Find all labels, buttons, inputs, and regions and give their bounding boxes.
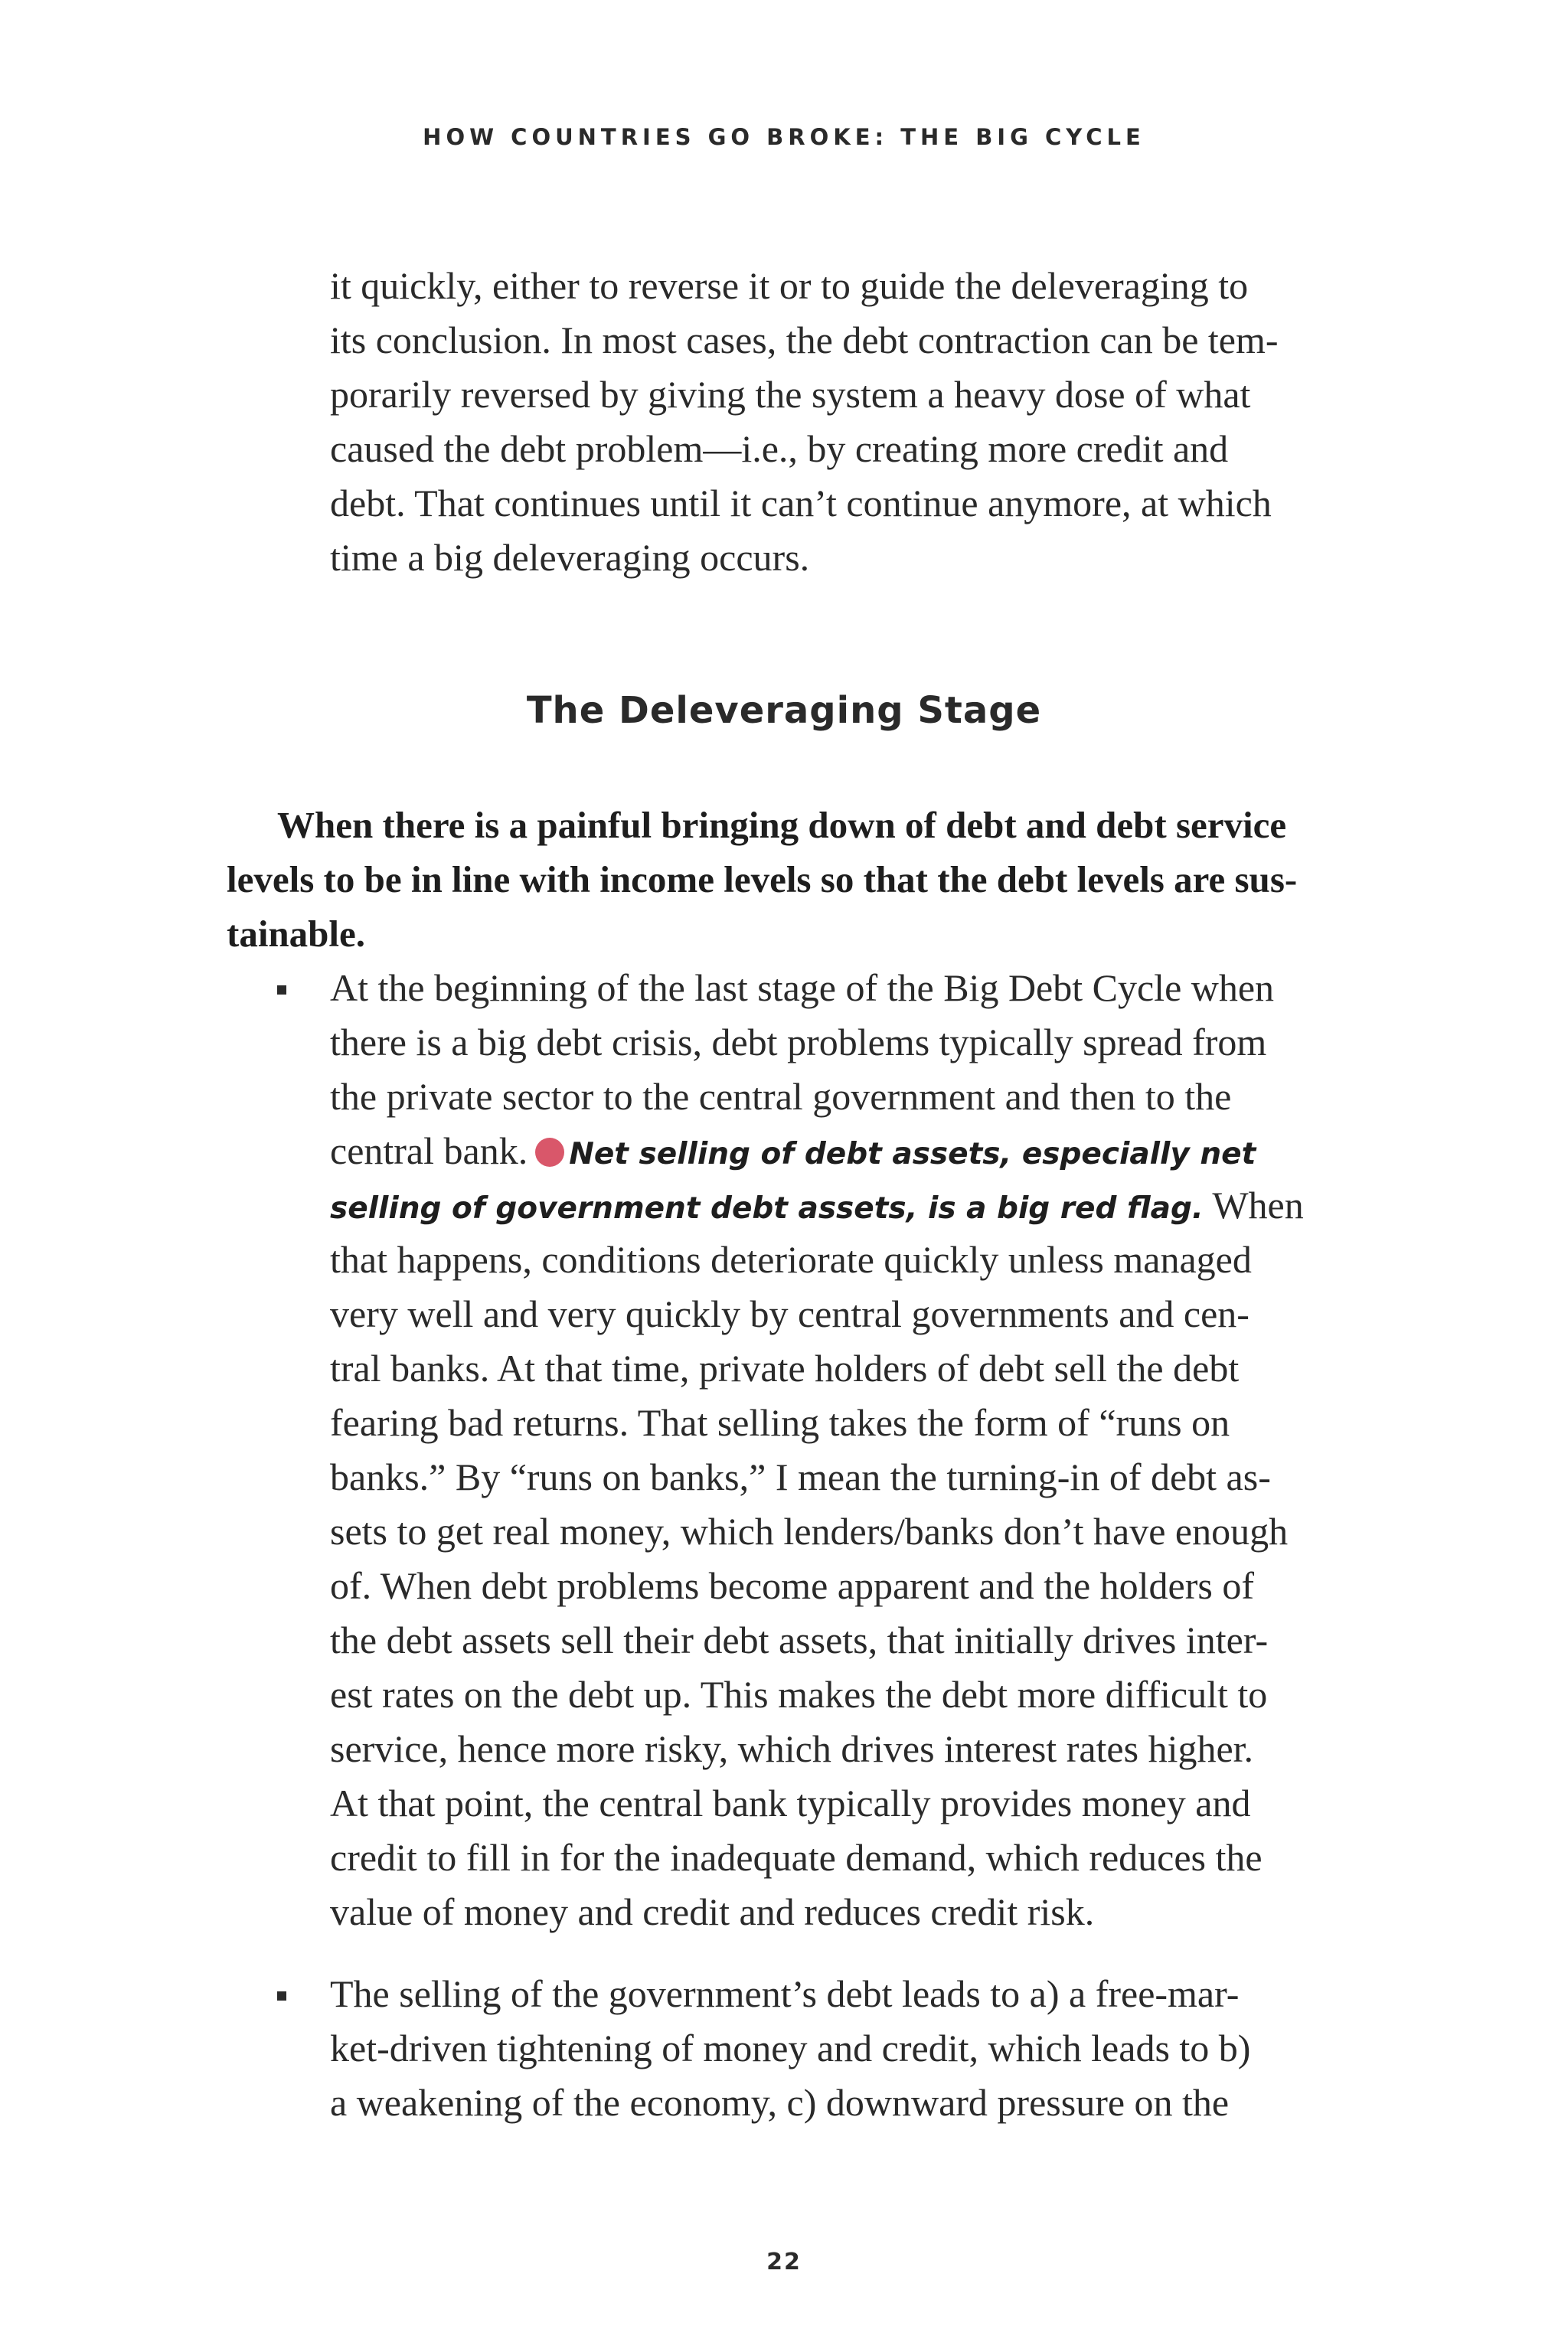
text-line: the private sector to the central government and then to the — [330, 1075, 1232, 1118]
text-line: At the beginning of the last stage of the Big Debt Cycle when — [330, 966, 1275, 1009]
text-line: it quickly, either to reverse it or to guide the deleveraging to — [330, 264, 1249, 307]
red-flag-text: selling of government debt assets, is a big red flag. — [330, 1191, 1204, 1226]
text-line: banks.” By “runs on banks,” I mean the turning-in of debt as- — [330, 1455, 1271, 1498]
text-line: debt. That continues until it can’t continue anymore, at which — [330, 482, 1272, 524]
text-line: that happens, conditions deteriorate quickly unless managed — [330, 1238, 1252, 1281]
text-line: tral banks. At that time, private holders of debt sell the debt — [330, 1347, 1240, 1390]
text-line: of. When debt problems become apparent and the holders of — [330, 1564, 1255, 1607]
text-line: very well and very quickly by central governments and cen- — [330, 1292, 1250, 1335]
text-line: a weakening of the economy, c) downward pressure on the — [330, 2081, 1230, 2124]
intro-paragraph — [330, 259, 1371, 585]
square-bullet-icon — [277, 1991, 286, 2001]
text-line: time a big deleveraging occurs. — [330, 536, 810, 579]
text-line: est rates on the debt up. This makes the debt more difficult to — [330, 1673, 1268, 1716]
page-number: 22 — [766, 2249, 802, 2275]
text-line: caused the debt problem—i.e., by creating more credit and — [330, 427, 1229, 470]
lead-paragraph — [227, 798, 1375, 961]
running-head: HOW COUNTRIES GO BROKE: THE BIG CYCLE — [423, 124, 1145, 150]
text-line: its conclusion. In most cases, the debt contraction can be tem- — [330, 318, 1279, 361]
text-fragment: When — [1212, 1184, 1304, 1227]
text-line: The selling of the government’s debt leads to a) a free-mar- — [330, 1972, 1240, 2015]
text-line: fearing bad returns. That selling takes the form of “runs on — [330, 1401, 1230, 1444]
section-heading: The Deleveraging Stage — [526, 689, 1042, 732]
bullet-item-2 — [330, 1967, 1371, 2130]
bullet-item-1 — [330, 961, 1371, 1939]
lead-line: levels to be in line with income levels so that the debt levels are sus- — [227, 858, 1298, 900]
text-line: there is a big debt crisis, debt problems typically spread from — [330, 1021, 1267, 1063]
lead-line: tainable. — [227, 913, 366, 955]
text-line: value of money and credit and reduces credit risk. — [330, 1890, 1095, 1933]
text-line: ket-driven tightening of money and credit, which leads to b) — [330, 2027, 1251, 2069]
text-line — [330, 1124, 1371, 1178]
text-line: service, hence more risky, which drives interest rates higher. — [330, 1727, 1254, 1770]
text-line: the debt assets sell their debt assets, that initially drives inter- — [330, 1619, 1269, 1661]
red-flag-dot-icon — [535, 1138, 564, 1167]
text-fragment: central bank. — [330, 1129, 528, 1172]
text-line: credit to fill in for the inadequate demand, which reduces the — [330, 1836, 1263, 1879]
text-line: porarily reversed by giving the system a heavy dose of what — [330, 373, 1251, 416]
text-line: At that point, the central bank typically provides money and — [330, 1782, 1251, 1824]
red-flag-text: Net selling of debt assets, especially net — [569, 1137, 1256, 1171]
square-bullet-icon — [277, 985, 286, 995]
text-line: sets to get real money, which lenders/banks don’t have enough — [330, 1510, 1289, 1553]
lead-line: When there is a painful bringing down of debt and debt service — [277, 804, 1287, 846]
text-line — [330, 1178, 1371, 1233]
